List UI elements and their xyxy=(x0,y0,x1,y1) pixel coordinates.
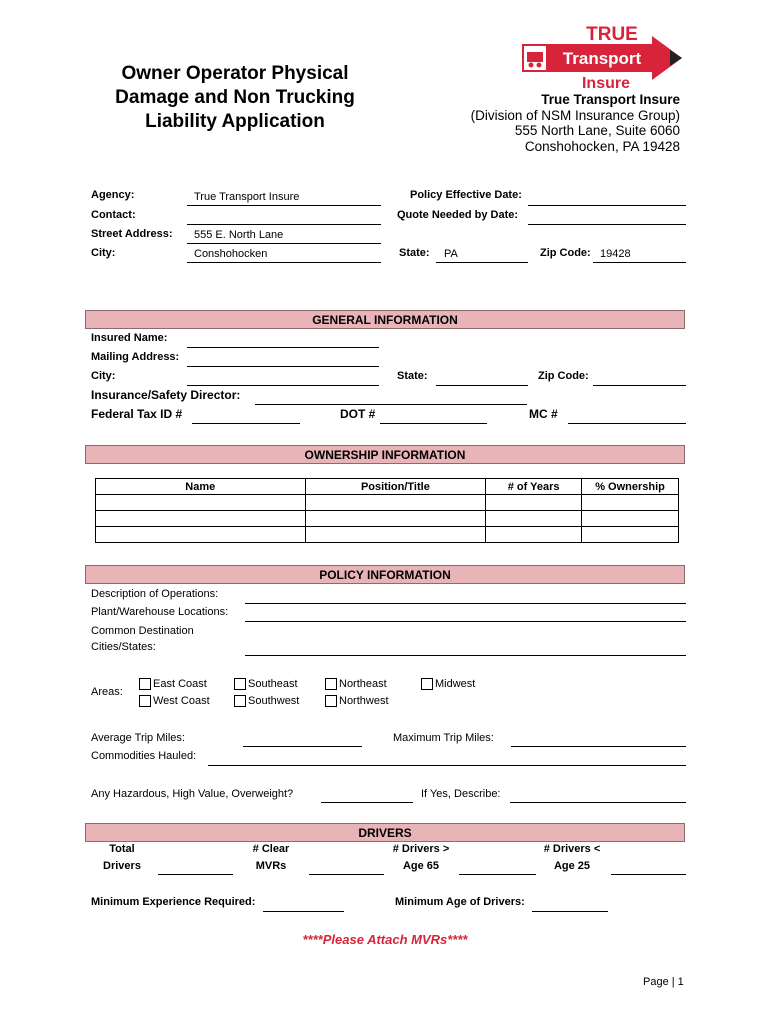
plant-label: Plant/Warehouse Locations: xyxy=(91,606,229,618)
column-header-ownership: % Ownership xyxy=(582,479,679,495)
total-drivers-field[interactable] xyxy=(158,874,233,875)
policy-date-field[interactable] xyxy=(528,205,686,206)
agency-field[interactable] xyxy=(187,205,381,206)
table-cell[interactable] xyxy=(96,527,306,543)
zip-label: Zip Code: xyxy=(540,247,591,259)
insured-name-label: Insured Name: xyxy=(91,332,168,344)
min-experience-field[interactable] xyxy=(263,911,344,912)
agency-label: Agency: xyxy=(91,189,135,201)
true-transport-logo xyxy=(522,22,682,92)
west-coast-label: West Coast xyxy=(153,695,210,707)
safety-director-label: Insurance/Safety Director: xyxy=(91,388,241,402)
general-state-label: State: xyxy=(397,370,428,382)
table-cell[interactable] xyxy=(305,495,486,511)
street-field[interactable] xyxy=(187,243,381,244)
contact-label: Contact: xyxy=(91,209,136,221)
max-trip-field[interactable] xyxy=(511,746,686,747)
general-city-label: City: xyxy=(91,370,116,382)
hazardous-field[interactable] xyxy=(321,802,413,803)
if-yes-label: If Yes, Describe: xyxy=(421,788,501,800)
mailing-address-field[interactable] xyxy=(187,366,379,367)
clear-mvrs-label-2: MVRs xyxy=(255,860,287,872)
ownership-info-header: OWNERSHIP INFORMATION xyxy=(85,445,685,464)
zip-value: 19428 xyxy=(600,248,631,260)
safety-director-field[interactable] xyxy=(255,404,527,405)
east-coast-label: East Coast xyxy=(153,678,207,690)
table-cell[interactable] xyxy=(486,495,582,511)
drivers-over-65-label-2: Age 65 xyxy=(402,860,440,872)
federal-tax-field[interactable] xyxy=(192,423,300,424)
drivers-over-65-label-1: # Drivers > xyxy=(392,843,450,855)
west-coast-checkbox[interactable] xyxy=(139,695,151,707)
policy-info-header: POLICY INFORMATION xyxy=(85,565,685,584)
east-coast-checkbox[interactable] xyxy=(139,678,151,690)
zip-field[interactable] xyxy=(593,262,686,263)
midwest-checkbox[interactable] xyxy=(421,678,433,690)
logo-word-true: TRUE xyxy=(586,24,638,45)
table-cell[interactable] xyxy=(96,511,306,527)
general-info-header: GENERAL INFORMATION xyxy=(85,310,685,329)
drivers-under-25-label-1: # Drivers < xyxy=(543,843,601,855)
plant-field[interactable] xyxy=(245,621,686,622)
city-label: City: xyxy=(91,247,116,259)
table-cell[interactable] xyxy=(305,527,486,543)
total-drivers-label-1: Total xyxy=(109,843,135,855)
southwest-checkbox[interactable] xyxy=(234,695,246,707)
contact-field[interactable] xyxy=(187,224,381,225)
general-zip-label: Zip Code: xyxy=(538,370,589,382)
table-row xyxy=(96,511,679,527)
column-header-name: Name xyxy=(96,479,306,495)
hazardous-label: Any Hazardous, High Value, Overweight? xyxy=(91,788,294,800)
mc-label: MC # xyxy=(529,407,558,421)
mailing-address-label: Mailing Address: xyxy=(91,351,180,363)
ownership-header-row xyxy=(96,479,679,495)
general-zip-field[interactable] xyxy=(593,385,686,386)
avg-trip-field[interactable] xyxy=(243,746,362,747)
logo-word-insure: Insure xyxy=(581,75,631,92)
table-cell[interactable] xyxy=(582,495,679,511)
description-field[interactable] xyxy=(245,603,686,604)
table-cell[interactable] xyxy=(582,511,679,527)
column-header-position: Position/Title xyxy=(305,479,486,495)
table-row xyxy=(96,495,679,511)
city-value: Conshohocken xyxy=(194,248,268,260)
northeast-checkbox[interactable] xyxy=(325,678,337,690)
table-cell[interactable] xyxy=(486,527,582,543)
clear-mvrs-label-1: # Clear xyxy=(252,843,290,855)
commodities-field[interactable] xyxy=(208,765,686,766)
drivers-header: DRIVERS xyxy=(85,823,685,842)
form-title: Owner Operator Physical Damage and Non Trucking Liability Application xyxy=(115,63,355,132)
description-label: Description of Operations: xyxy=(91,588,219,600)
max-trip-label: Maximum Trip Miles: xyxy=(393,732,494,744)
commodities-label: Commodities Hauled: xyxy=(91,750,197,762)
southeast-checkbox[interactable] xyxy=(234,678,246,690)
clear-mvrs-field[interactable] xyxy=(309,874,384,875)
ownership-table xyxy=(95,478,679,543)
state-label: State: xyxy=(399,247,430,259)
quote-date-field[interactable] xyxy=(528,224,686,225)
street-label: Street Address: xyxy=(91,228,173,240)
areas-label: Areas: xyxy=(91,686,123,698)
quote-date-label: Quote Needed by Date: xyxy=(397,209,519,221)
total-drivers-label-2: Drivers xyxy=(103,860,141,872)
table-row xyxy=(96,527,679,543)
if-yes-field[interactable] xyxy=(510,802,686,803)
dot-label: DOT # xyxy=(340,407,376,421)
common-dest-label-1: Common Destination xyxy=(91,625,194,637)
state-field[interactable] xyxy=(436,262,528,263)
drivers-over-65-field[interactable] xyxy=(459,874,536,875)
column-header-years: # of Years xyxy=(486,479,582,495)
company-address: True Transport Insure (Division of NSM Insurance Group) 555 North Lane, Suite 6060 Conshohocken, PA 19428 xyxy=(470,92,680,154)
min-experience-label: Minimum Experience Required: xyxy=(91,896,256,908)
drivers-under-25-label-2: Age 25 xyxy=(553,860,591,872)
truck-icon xyxy=(527,52,543,62)
page-number: Page | 1 xyxy=(643,976,684,988)
southeast-label: Southeast xyxy=(248,678,298,690)
table-cell[interactable] xyxy=(582,527,679,543)
city-field[interactable] xyxy=(187,262,381,263)
general-city-field[interactable] xyxy=(187,385,379,386)
dot-field[interactable] xyxy=(380,423,487,424)
avg-trip-label: Average Trip Miles: xyxy=(91,732,185,744)
table-cell[interactable] xyxy=(486,511,582,527)
midwest-label: Midwest xyxy=(435,678,476,690)
street-value: 555 E. North Lane xyxy=(194,229,284,241)
drivers-under-25-field[interactable] xyxy=(611,874,686,875)
table-cell[interactable] xyxy=(96,495,306,511)
logo-word-transport: Transport xyxy=(562,49,642,68)
federal-tax-label: Federal Tax ID # xyxy=(91,407,183,421)
min-age-label: Minimum Age of Drivers: xyxy=(395,896,525,908)
mc-field[interactable] xyxy=(568,423,686,424)
southwest-label: Southwest xyxy=(248,695,300,707)
agency-value: True Transport Insure xyxy=(194,191,300,203)
northwest-label: Northwest xyxy=(339,695,389,707)
policy-date-label: Policy Effective Date: xyxy=(410,189,522,201)
insured-name-field[interactable] xyxy=(187,347,379,348)
general-state-field[interactable] xyxy=(436,385,528,386)
attach-mvrs-notice: ****Please Attach MVRs**** xyxy=(302,932,468,947)
northeast-label: Northeast xyxy=(339,678,387,690)
table-cell[interactable] xyxy=(305,511,486,527)
northwest-checkbox[interactable] xyxy=(325,695,337,707)
common-dest-field[interactable] xyxy=(245,655,686,656)
common-dest-label-2: Cities/States: xyxy=(91,641,156,653)
state-value: PA xyxy=(444,248,458,260)
min-age-field[interactable] xyxy=(532,911,608,912)
